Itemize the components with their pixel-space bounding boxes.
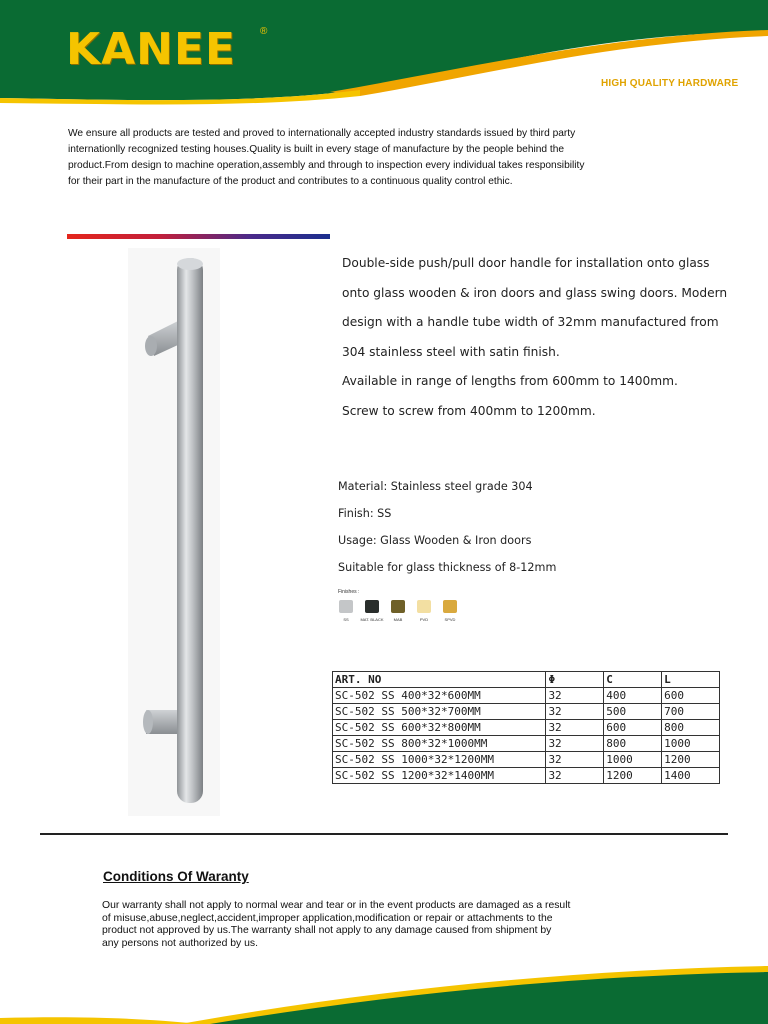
warranty-line: Our warranty shall not apply to normal wear and tear or in the event products are damaged as a result xyxy=(102,900,571,911)
cell-phi: 32 xyxy=(546,688,604,704)
intro-line: internationlly recognized testing houses.Quality is built in every stage of manufacture by the people behind the xyxy=(68,144,565,155)
product-description xyxy=(342,249,747,427)
description-line: 304 stainless steel with satin finish. xyxy=(342,344,560,359)
table-row xyxy=(333,736,720,752)
brand-logo: KANEE xyxy=(66,24,237,75)
cell-c: 1000 xyxy=(604,752,662,768)
finish-swatch-pvd xyxy=(417,600,431,613)
cell-phi: 32 xyxy=(546,736,604,752)
table-row xyxy=(333,752,720,768)
warranty-line: of misuse,abuse,neglect,accident,improper application,modification or repair or attachments to the xyxy=(102,912,553,924)
section-divider-line xyxy=(40,833,728,835)
cell-phi: 32 xyxy=(546,704,604,720)
cell-c: 600 xyxy=(604,720,662,736)
table-row xyxy=(333,768,720,784)
cell-l: 1000 xyxy=(662,736,720,752)
cell-art-no: SC-502 SS 500*32*700MM xyxy=(333,704,546,720)
cell-c: 800 xyxy=(604,736,662,752)
cell-phi: 32 xyxy=(546,720,604,736)
description-line: Double-side push/pull door handle for installation onto glass xyxy=(342,256,710,270)
cell-art-no: SC-502 SS 400*32*600MM xyxy=(333,688,546,704)
table-row xyxy=(333,704,720,720)
intro-paragraph xyxy=(68,126,638,190)
cell-c: 500 xyxy=(604,704,662,720)
spec-material: Material: Stainless steel grade 304 xyxy=(338,480,533,493)
cell-l: 600 xyxy=(662,688,720,704)
cell-art-no: SC-502 SS 600*32*800MM xyxy=(333,720,546,736)
table-header-row xyxy=(333,672,720,688)
cell-phi: 32 xyxy=(546,768,604,784)
door-handle-image xyxy=(128,248,220,816)
header-phi: Φ xyxy=(546,672,604,688)
header-c: C xyxy=(604,672,662,688)
cell-l: 700 xyxy=(662,704,720,720)
spec-usage: Usage: Glass Wooden & Iron doors xyxy=(338,534,532,547)
intro-line: product.From design to machine operation,assembly and through to inspection every individual takes responsibility xyxy=(68,160,585,171)
cell-art-no: SC-502 SS 1200*32*1400MM xyxy=(333,768,546,784)
finish-label: MAB xyxy=(393,617,403,622)
cell-l: 800 xyxy=(662,720,720,736)
product-specs xyxy=(338,480,556,588)
header-art-no: ART. NO xyxy=(333,672,546,688)
warranty-title: Conditions Of Waranty xyxy=(103,869,249,884)
finish-swatch-mat-black xyxy=(365,600,379,613)
cell-c: 400 xyxy=(604,688,662,704)
table-row xyxy=(333,720,720,736)
intro-line: for their part in the manufacture of the product and contributes to a continuous quality control ethic. xyxy=(68,176,513,187)
description-line: Screw to screw from 400mm to 1200mm. xyxy=(342,403,596,418)
spec-finish: Finish: SS xyxy=(338,507,392,520)
intro-line: We ensure all products are tested and proved to internationally accepted industry standards issued by third party xyxy=(68,128,576,139)
warranty-line: any persons not authorized by us. xyxy=(102,937,258,949)
description-line: Available in range of lengths from 600mm to 1400mm. xyxy=(342,374,678,389)
finish-label: SS xyxy=(343,617,349,622)
description-line: onto glass wooden & iron doors and glass swing doors. Modern xyxy=(342,285,728,300)
finishes-label: Finishes : xyxy=(338,589,360,595)
footer-banner xyxy=(0,964,768,1024)
finish-swatch-mab xyxy=(391,600,405,613)
registered-mark: ® xyxy=(260,26,268,37)
table-row xyxy=(333,688,720,704)
section-divider xyxy=(67,234,330,239)
cell-phi: 32 xyxy=(546,752,604,768)
finish-label: SPVD xyxy=(444,617,456,622)
cell-art-no: SC-502 SS 800*32*1000MM xyxy=(333,736,546,752)
finish-label: PVD xyxy=(419,617,429,622)
finish-swatch-ss xyxy=(339,600,353,613)
finish-label: MAT. BLACK xyxy=(360,617,384,622)
cell-art-no: SC-502 SS 1000*32*1200MM xyxy=(333,752,546,768)
description-line: design with a handle tube width of 32mm manufactured from xyxy=(342,315,719,330)
size-table xyxy=(332,671,720,784)
spec-glass-thickness: Suitable for glass thickness of 8-12mm xyxy=(338,561,557,574)
header-l: L xyxy=(662,672,720,688)
cell-c: 1200 xyxy=(604,768,662,784)
warranty-text xyxy=(102,900,682,950)
warranty-line: product not approved by us.The warranty shall not apply to any damage caused from shipment by xyxy=(102,925,552,936)
cell-l: 1200 xyxy=(662,752,720,768)
finish-swatch-spvd xyxy=(443,600,457,613)
tagline: HIGH QUALITY HARDWARE xyxy=(601,78,739,89)
cell-l: 1400 xyxy=(662,768,720,784)
